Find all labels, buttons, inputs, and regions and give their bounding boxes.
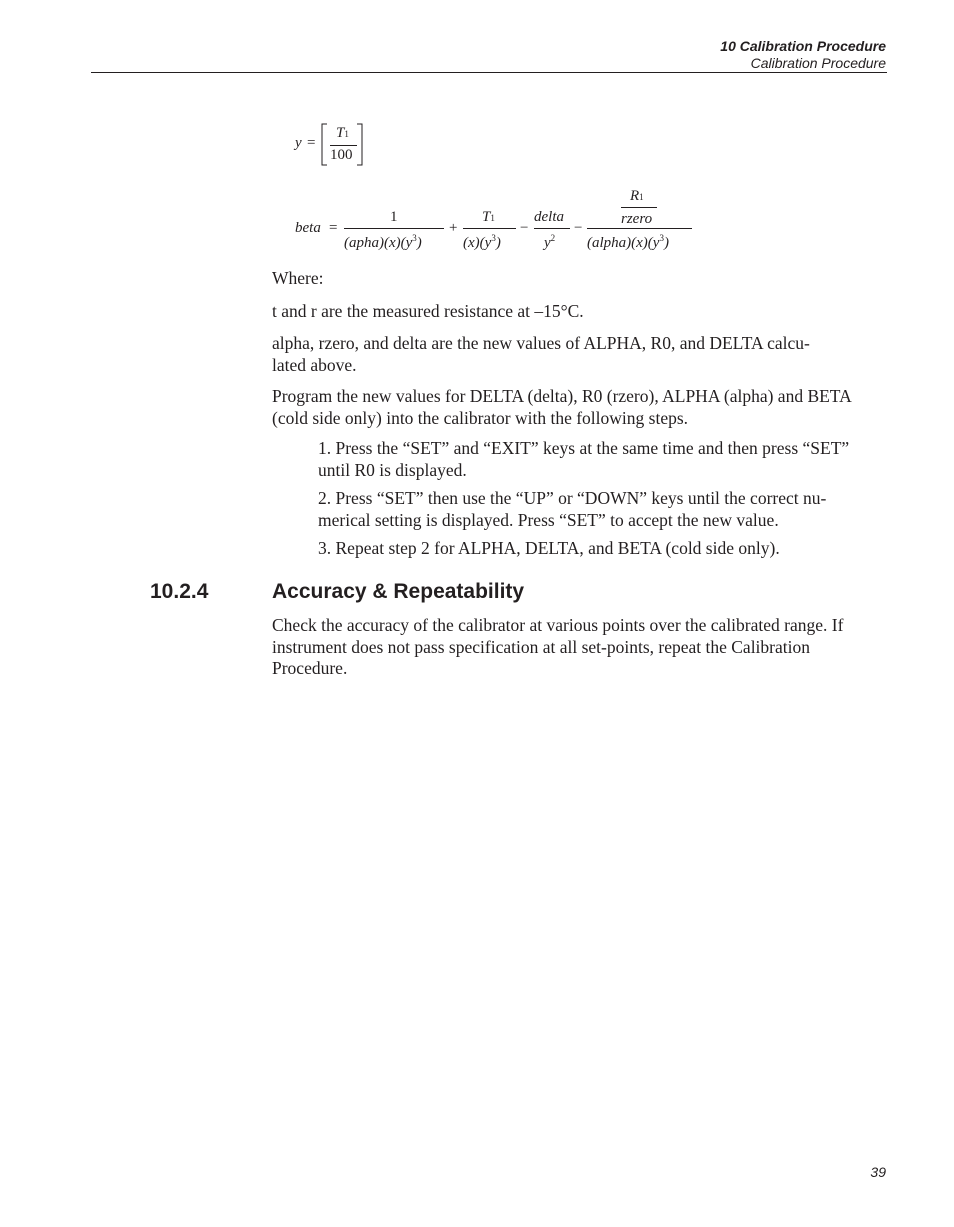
step-2: 2. Press “SET” then use the “UP” or “DOWN” keys until the correct nu- merical setting is displayed. Press “SET” to accept the new value. xyxy=(318,488,827,530)
eq-beta-term4-denominator: $(alpha)(x)(y^3)$ xyxy=(587,233,669,251)
header-chapter: 10 Calibration Procedure xyxy=(720,38,886,54)
eq-beta-term2-numerator: T1 xyxy=(482,209,495,225)
eq-y-denominator: 100 xyxy=(330,147,353,163)
eq-beta-minus-1: − xyxy=(520,220,529,236)
eq-beta-lhs: beta xyxy=(295,220,321,236)
paragraph-where: Where: xyxy=(272,268,324,288)
eq-y-numerator: T1 xyxy=(336,125,349,141)
section-title: Accuracy & Repeatability xyxy=(272,580,525,603)
eq-beta-term4-top: R1 xyxy=(630,188,644,204)
eq-beta-term2-bar xyxy=(463,228,516,229)
eq-y-lhs: y xyxy=(295,135,302,151)
header-divider xyxy=(91,72,887,73)
header-section: Calibration Procedure xyxy=(750,55,886,71)
eq-beta-term3-denominator: $y^2$ xyxy=(544,233,556,251)
section-number: 10.2.4 xyxy=(150,580,209,603)
eq-beta-term3-bar xyxy=(534,228,570,229)
eq-beta-term3-numerator: delta xyxy=(534,209,564,225)
eq-beta-term1-denominator: $(apha)(x)(y^3)$ xyxy=(344,233,422,251)
step-1: 1. Press the “SET” and “EXIT” keys at the same time and then press “SET” until R0 is displayed. xyxy=(318,438,850,480)
eq-beta-term4-middle: rzero xyxy=(621,211,653,227)
paragraph-measured-resistance: t and r are the measured resistance at –15°C. xyxy=(272,301,584,321)
eq-y-fraction-bar xyxy=(330,145,357,146)
paragraph-new-values: alpha, rzero, and delta are the new values of ALPHA, R0, and DELTA calcu- lated above. xyxy=(272,333,810,375)
eq-beta-term4-inner-bar xyxy=(621,207,657,208)
eq-y-equals: = xyxy=(307,135,316,151)
eq-beta-term1-numerator: 1 xyxy=(390,209,398,225)
eq-beta-term1-bar xyxy=(344,228,444,229)
eq-beta-term2-denominator: $(x)(y^3)$ xyxy=(463,233,501,251)
paragraph-program-values: Program the new values for DELTA (delta), R0 (rzero), ALPHA (alpha) and BETA (cold side only) into the calibrator with the following steps. xyxy=(272,386,851,428)
page-number: 39 xyxy=(870,1164,886,1180)
eq-beta-equals: = xyxy=(329,220,338,236)
section-body: Check the accuracy of the calibrator at various points over the calibrated range. If instrument does not pass specification at all set-points, repeat the Calibration Procedure. xyxy=(272,615,844,678)
eq-beta-term4-bar xyxy=(587,228,692,229)
running-header xyxy=(0,38,886,72)
eq-beta-plus: + xyxy=(449,220,458,236)
eq-beta-minus-2: − xyxy=(574,220,583,236)
step-3: 3. Repeat step 2 for ALPHA, DELTA, and BETA (cold side only). xyxy=(318,538,780,558)
